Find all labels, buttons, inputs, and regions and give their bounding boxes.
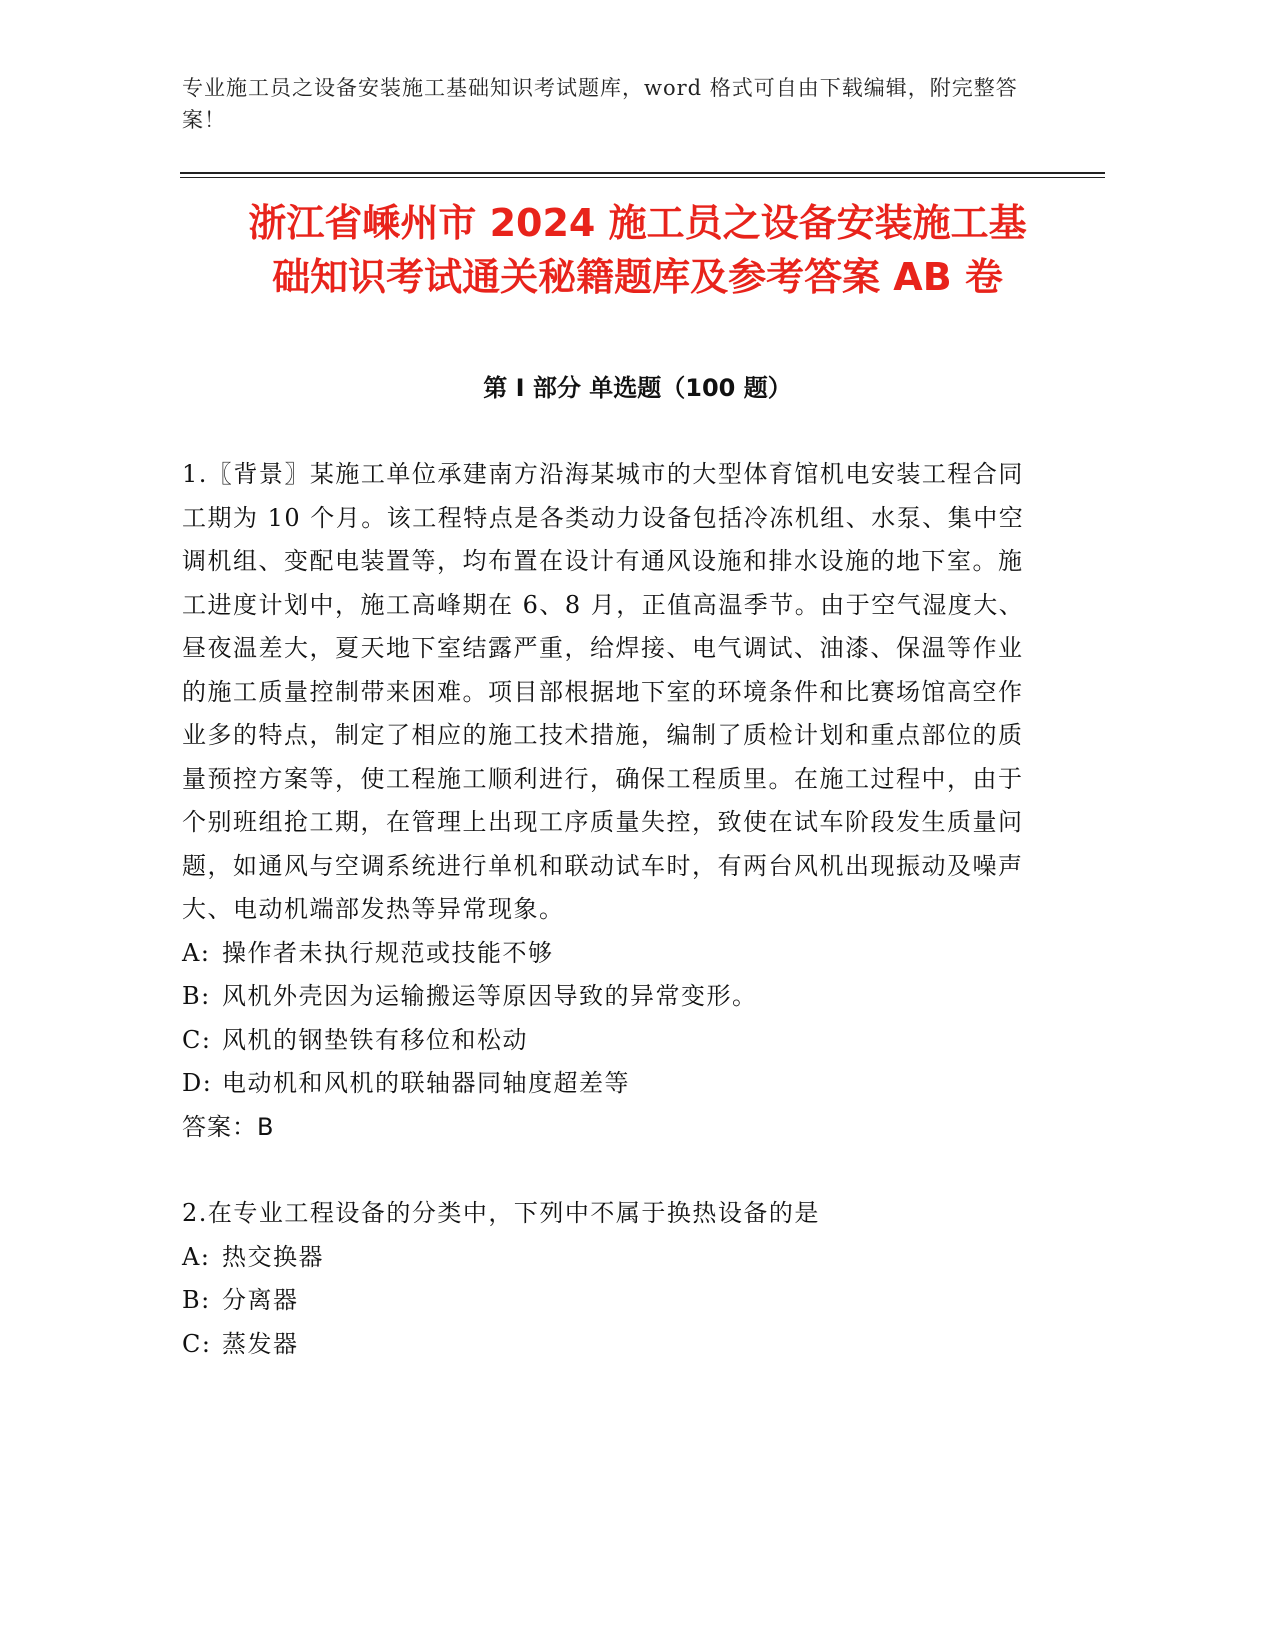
- answer-line: 答案：B: [182, 1112, 275, 1141]
- option-a: [182, 1236, 1042, 1280]
- header-rule-thick: [180, 172, 1105, 174]
- document-title: [150, 196, 1125, 304]
- section-heading: 第 I 部分 单选题（100 题）: [483, 374, 792, 402]
- option-letter: A:: [182, 938, 211, 967]
- option-c: [182, 1019, 1042, 1063]
- option-text: 风机的钢垫铁有移位和松动: [222, 1025, 528, 1054]
- header-note: 专业施工员之设备安装施工基础知识考试题库，word 格式可自由下载编辑，附完整答案！: [182, 76, 1018, 132]
- question-stem: 1.〖背景〗某施工单位承建南方沿海某城市的大型体育馆机电安装工程合同工期为 10 个月。该工程特点是各类动力设备包括冷冻机组、水泵、集中空调机组、变配电装置等，均布置在设计有通风设施和排水设施的地下室。施工进度计划中，施工高峰期在 6、8 月，正值高温季节。由于空气湿度大、昼夜温差大，夏天地下室结露严重，给焊接、电气调试、油漆、保温等作业的施工质量控制带来困难。项目部根据地下室的环境条件和比赛场馆高空作业多的特点，制定了相应的施工技术措施，编制了质检计划和重点部位的质量预控方案等，使工程施工顺利进行，确保工程质里。在施工过程中，由于个别班组抢工期，在管理上出现工序质量失控，致使在试车阶段发生质量问题，如通风与空调系统进行单机和联动试车时，有两台风机出现振动及噪声大、电动机端部发热等异常现象。: [182, 460, 1025, 923]
- option-letter: B:: [182, 1286, 211, 1314]
- option-b: [182, 975, 1042, 1019]
- option-d: [182, 1062, 1042, 1106]
- option-text: 电动机和风机的联轴器同轴度超差等: [222, 1069, 630, 1097]
- option-c: [182, 1323, 1042, 1367]
- option-a: [182, 932, 1042, 976]
- option-letter: A:: [182, 1242, 211, 1271]
- question-stem: 2.在专业工程设备的分类中，下列中不属于换热设备的是: [182, 1199, 820, 1227]
- question-list: [182, 453, 1042, 1366]
- question-spacer: [182, 1149, 1042, 1192]
- option-text: 操作者未执行规范或技能不够: [222, 938, 554, 967]
- option-text: 蒸发器: [222, 1329, 299, 1358]
- option-letter: D:: [182, 1069, 213, 1097]
- option-letter: C:: [182, 1025, 212, 1054]
- option-b: [182, 1279, 1042, 1323]
- option-text: 分离器: [222, 1286, 299, 1314]
- question-1: [182, 453, 1042, 1149]
- option-letter: B:: [182, 982, 211, 1010]
- option-letter: C:: [182, 1329, 212, 1358]
- title-line-2: 础知识考试通关秘籍题库及参考答案 AB 卷: [272, 255, 1003, 299]
- question-2: [182, 1192, 1042, 1366]
- option-text: 风机外壳因为运输搬运等原因导致的异常变形。: [222, 982, 758, 1010]
- title-line-1: 浙江省嵊州市 2024 施工员之设备安装施工基: [248, 201, 1027, 245]
- header-rule-thin: [180, 177, 1105, 178]
- option-text: 热交换器: [222, 1242, 324, 1271]
